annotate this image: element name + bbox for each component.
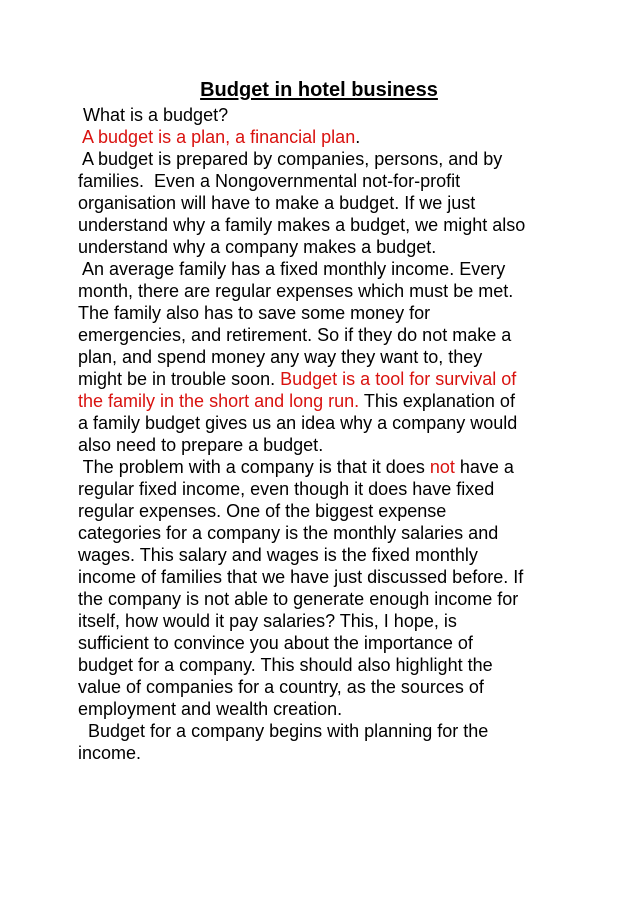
highlighted-text: A budget is a plan, a financial plan — [78, 127, 356, 147]
text-line — [78, 632, 558, 654]
text-span: An average family has a fixed monthly income. Every — [78, 259, 506, 279]
text-line — [78, 258, 558, 280]
text-line — [78, 500, 558, 522]
text-span: plan, and spend money any way they want to, they — [78, 347, 483, 367]
text-span: Budget for a company begins with planning for the — [78, 721, 489, 741]
text-line — [78, 170, 558, 192]
text-span: . — [355, 127, 361, 147]
text-line — [78, 280, 558, 302]
text-span: wages. This salary and wages is the fixed monthly — [78, 545, 478, 565]
text-span: This explanation of — [359, 391, 515, 411]
text-span: categories for a company is the monthly salaries and — [78, 523, 499, 543]
text-span: regular expenses. One of the biggest expense — [78, 501, 447, 521]
page-title: Budget in hotel business — [200, 79, 438, 101]
text-span: emergencies, and retirement. So if they do not make a — [78, 325, 512, 345]
text-span: month, there are regular expenses which must be met. — [78, 281, 514, 301]
text-line — [78, 698, 558, 720]
text-span: income. — [78, 743, 142, 763]
document-body — [78, 104, 558, 764]
text-span: What is a budget? — [78, 105, 229, 125]
text-span: organisation will have to make a budget. If we just — [78, 193, 476, 213]
text-line — [78, 412, 558, 434]
text-span: regular fixed income, even though it does have fixed — [78, 479, 495, 499]
text-span: the company is not able to generate enough income for — [78, 589, 519, 609]
text-line — [78, 346, 558, 368]
text-span: employment and wealth creation. — [78, 699, 343, 719]
text-line — [78, 126, 558, 148]
text-span: understand why a company makes a budget. — [78, 237, 437, 257]
text-span: have a — [454, 457, 514, 477]
text-line — [78, 236, 558, 258]
highlighted-text: not — [429, 457, 455, 477]
text-span: value of companies for a country, as the sources of — [78, 677, 484, 697]
text-line — [78, 434, 558, 456]
text-line — [78, 192, 558, 214]
text-span: itself, how would it pay salaries? This, I hope, is — [78, 611, 457, 631]
text-line — [78, 522, 558, 544]
text-span: families. Even a Nongovernmental not-for-profit — [78, 171, 461, 191]
text-line — [78, 588, 558, 610]
text-span: sufficient to convince you about the importance of — [78, 633, 473, 653]
text-span: income of families that we have just discussed before. If — [78, 567, 524, 587]
text-line — [78, 324, 558, 346]
text-line — [78, 478, 558, 500]
text-span: a family budget gives us an idea why a company would — [78, 413, 518, 433]
text-line — [78, 390, 558, 412]
text-line — [78, 566, 558, 588]
text-span: understand why a family makes a budget, we might also — [78, 215, 526, 235]
text-line — [78, 544, 558, 566]
text-span: A budget is prepared by companies, persons, and by — [78, 149, 503, 169]
text-span: The problem with a company is that it does — [78, 457, 430, 477]
text-line — [78, 302, 558, 324]
text-line — [78, 610, 558, 632]
text-line — [78, 148, 558, 170]
text-line — [78, 456, 558, 478]
text-line — [78, 742, 558, 764]
text-line — [78, 676, 558, 698]
highlighted-text: the family in the short and long run. — [78, 391, 360, 411]
text-line — [78, 720, 558, 742]
text-span: also need to prepare a budget. — [78, 435, 324, 455]
highlighted-text: Budget is a tool for survival of — [280, 369, 517, 389]
text-line — [78, 104, 558, 126]
text-line — [78, 654, 558, 676]
text-line — [78, 368, 558, 390]
text-span: The family also has to save some money for — [78, 303, 431, 323]
text-span: budget for a company. This should also highlight the — [78, 655, 493, 675]
text-line — [78, 214, 558, 236]
text-span: might be in trouble soon. — [78, 369, 281, 389]
